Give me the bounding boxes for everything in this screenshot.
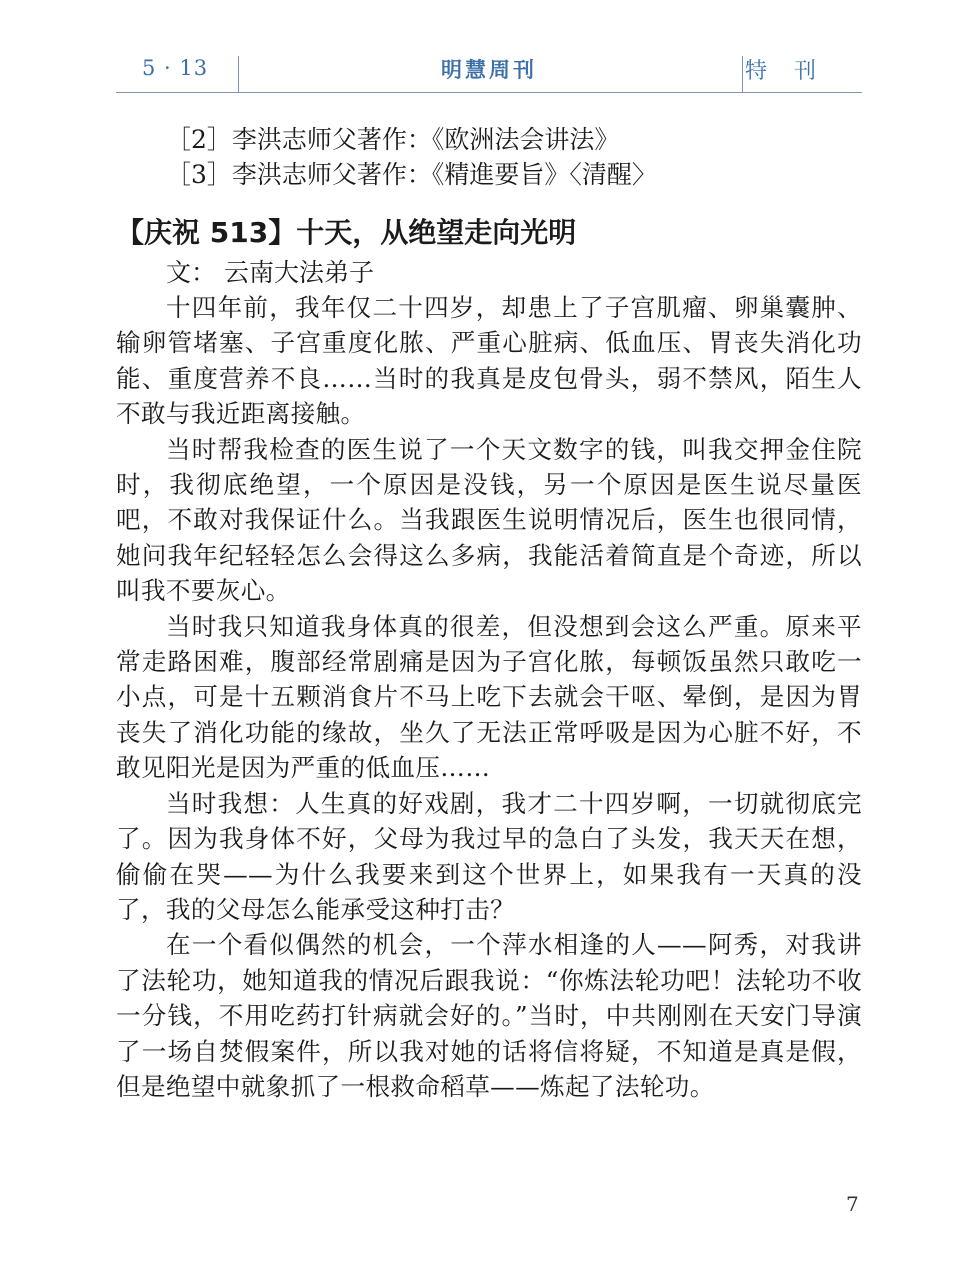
article-paragraph: 十四年前，我年仅二十四岁，却患上了子宫肌瘤、卵巢囊肿、输卵管堵塞、子宫重度化脓、严重心脏病、低血压、胃丧失消化功能、重度营养不良……当时的我真是皮包骨头，弱不禁风，陌生人不敢与我近距离接触。 (116, 293, 862, 429)
reference-item: ［3］李洪志师父著作：《精進要旨》〈清醒〉 (166, 160, 657, 189)
article-title: 【庆祝 513】十天，从绝望走向光明 (116, 216, 577, 249)
page-number: 7 (846, 1192, 859, 1216)
article-paragraph: 当时我想：人生真的好戏剧，我才二十四岁啊，一切就彻底完了。因为我身体不好，父母为我过早的急白了头发，我天天在想，偷偷在哭——为什么我要来到这个世界上，如果我有一天真的没了，我的父母怎么能承受这种打击？ (116, 788, 862, 924)
publication-title: 明慧周刊 (441, 58, 537, 82)
header-divider-right (742, 56, 743, 92)
article-author: 文： 云南大法弟子 (166, 258, 374, 287)
section-label: 特 刊 (745, 59, 826, 84)
header-rule (116, 92, 862, 93)
page-header (116, 54, 862, 92)
article-paragraph: 在一个看似偶然的机会，一个萍水相逢的人——阿秀，对我讲了法轮功，她知道我的情况后跟我说：“你炼法轮功吧！法轮功不收一分钱，不用吃药打针病就会好的。”当时，中共刚刚在天安门导演了一场自焚假案件，所以我对她的话将信将疑，不知道是真是假，但是绝望中就象抓了一根救命稻草——炼起了法轮功。 (116, 930, 862, 1101)
article-paragraph: 当时我只知道我身体真的很差，但没想到会这么严重。原来平常走路困难，腹部经常剧痛是因为子宫化脓，每顿饭虽然只敢吃一小点，可是十五颗消食片不马上吃下去就会干呕、晕倒，是因为胃丧失了消化功能的缘故，坐久了无法正常呼吸是因为心脏不好，不敢见阳光是因为严重的低血压…… (116, 611, 862, 783)
article-paragraph: 当时帮我检查的医生说了一个天文数字的钱，叫我交押金住院时，我彻底绝望，一个原因是没钱，另一个原因是医生说尽量医吧，不敢对我保证什么。当我跟医生说明情况后，医生也很同情，她问我年纪轻轻怎么会得这么多病，我能活着简直是个奇迹，所以叫我不要灰心。 (116, 434, 862, 606)
page-content (116, 122, 862, 1104)
issue-date: 5 · 13 (142, 56, 209, 80)
reference-item: ［2］李洪志师父著作：《欧洲法会讲法》 (166, 125, 620, 154)
